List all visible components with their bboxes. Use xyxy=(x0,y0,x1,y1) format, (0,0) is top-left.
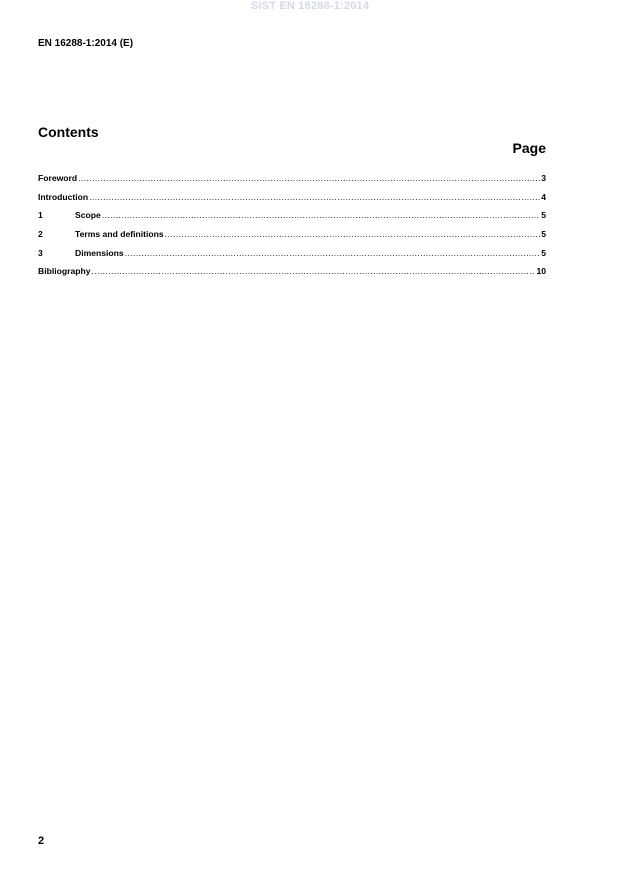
toc-entry-bibliography[interactable] xyxy=(38,266,546,285)
contents-heading: Contents xyxy=(38,124,99,140)
toc-entry-page: 5 xyxy=(541,210,546,221)
toc-entry-page: 3 xyxy=(541,173,546,183)
toc-entry-foreword[interactable] xyxy=(38,173,546,192)
document-identifier: EN 16288-1:2014 (E) xyxy=(38,38,134,49)
table-of-contents xyxy=(38,173,546,285)
toc-entry-label: Scope xyxy=(75,210,101,221)
page-number: 2 xyxy=(38,835,45,847)
toc-entry-label: Introduction xyxy=(38,191,89,202)
toc-entry-page: 10 xyxy=(536,266,546,277)
watermark-text: SIST EN 16288-1:2014 xyxy=(250,0,370,12)
dot-leader xyxy=(102,210,540,220)
toc-entry-label: Bibliography xyxy=(38,266,91,277)
dot-leader xyxy=(125,248,541,258)
toc-entry-scope[interactable] xyxy=(38,210,546,229)
toc-entry-dimensions[interactable] xyxy=(38,248,546,267)
toc-entry-page: 4 xyxy=(541,191,546,202)
toc-entry-label: Dimensions xyxy=(75,247,124,258)
toc-entry-page: 5 xyxy=(541,229,546,240)
toc-entry-terms-and-definitions[interactable] xyxy=(38,229,546,248)
toc-entry-number: 1 xyxy=(38,210,43,221)
toc-entry-introduction[interactable] xyxy=(38,192,546,211)
toc-entry-label: Foreword xyxy=(38,173,78,183)
dot-leader xyxy=(89,192,540,202)
dot-leader xyxy=(165,229,541,239)
toc-entry-number: 3 xyxy=(38,247,43,258)
page-column-heading: Page xyxy=(512,140,546,156)
toc-entry-number: 2 xyxy=(38,229,43,240)
toc-entry-page: 5 xyxy=(541,247,546,258)
toc-entry-label: Terms and definitions xyxy=(75,229,164,240)
dot-leader xyxy=(78,173,540,183)
dot-leader xyxy=(92,266,536,276)
